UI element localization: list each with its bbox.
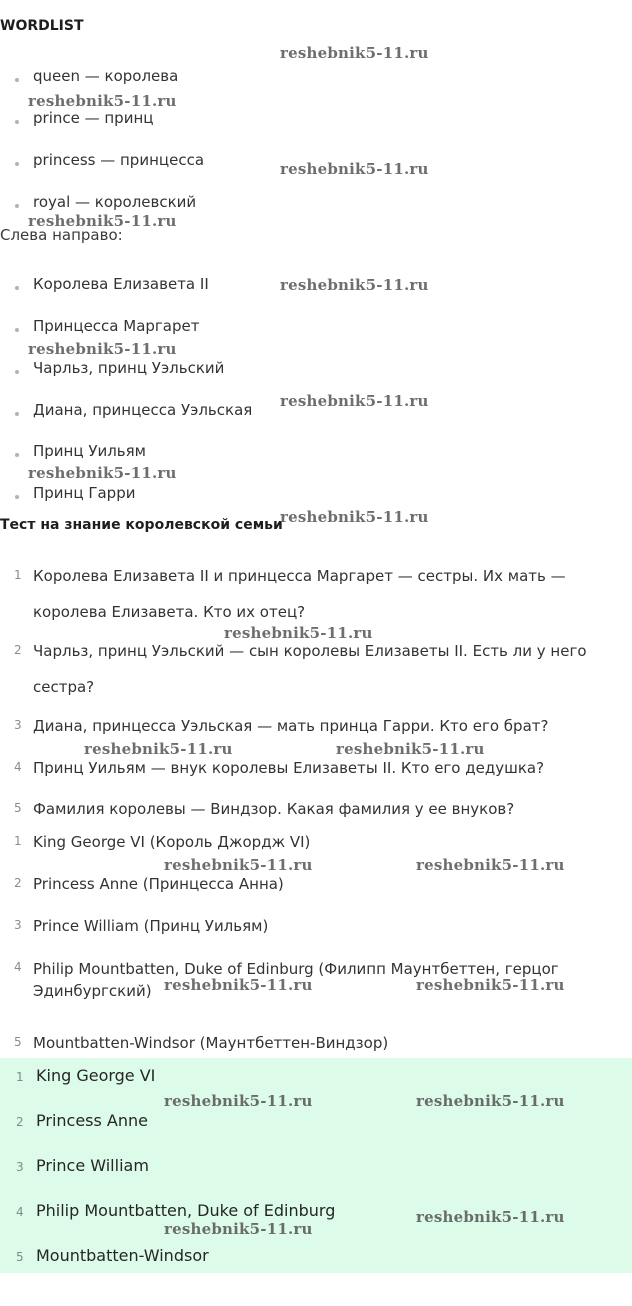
list-item [0, 109, 632, 131]
question-row [0, 558, 632, 630]
answer-row [0, 1156, 632, 1180]
answer-number: 4 [16, 1205, 24, 1219]
answer-text: Mountbatten-Windsor [36, 1246, 209, 1265]
list-item-text: princess — принцесса [33, 151, 205, 169]
question-row [0, 633, 632, 705]
watermark: reshebnik5-11.ru [280, 160, 429, 178]
answer-row [0, 1066, 632, 1090]
translation-row [0, 1033, 632, 1055]
translation-number: 5 [14, 1035, 22, 1049]
watermark: reshebnik5-11.ru [164, 856, 313, 874]
watermark: reshebnik5-11.ru [28, 340, 177, 358]
bullet-icon [15, 453, 19, 457]
question-number: 1 [14, 568, 22, 582]
question-number: 3 [14, 718, 22, 732]
watermark: reshebnik5-11.ru [280, 276, 429, 294]
answer-text: Prince William [36, 1156, 149, 1175]
translation-row [0, 874, 632, 896]
translation-number: 4 [14, 960, 22, 974]
translation-text: Prince William (Принц Уильям) [33, 917, 269, 935]
wordlist-heading: WORDLIST [0, 18, 84, 34]
question-number: 4 [14, 760, 22, 774]
list-item-text: Чарльз, принц Уэльский [33, 359, 225, 377]
answer-number: 3 [16, 1160, 24, 1174]
watermark: reshebnik5-11.ru [416, 976, 565, 994]
list-item-text: queen — королева [33, 67, 179, 85]
translation-row [0, 916, 632, 938]
answer-text: Princess Anne [36, 1111, 148, 1130]
bullet-icon [15, 286, 19, 290]
translation-row [0, 832, 632, 854]
list-item-text: Принцесса Маргарет [33, 317, 200, 335]
translation-number: 3 [14, 918, 22, 932]
list-item [0, 317, 632, 339]
question-number: 2 [14, 643, 22, 657]
watermark: reshebnik5-11.ru [28, 212, 177, 230]
watermark: reshebnik5-11.ru [28, 92, 177, 110]
quiz-heading: Тест на знание королевской семьи [0, 517, 283, 533]
watermark: reshebnik5-11.ru [28, 464, 177, 482]
watermark: reshebnik5-11.ru [280, 392, 429, 410]
list-item-text: Королева Елизавета II [33, 275, 209, 293]
list-item-text: prince — принц [33, 109, 154, 127]
answers-block [0, 1058, 632, 1273]
answer-row [0, 1246, 632, 1270]
watermark: reshebnik5-11.ru [416, 1092, 565, 1110]
question-text: Принц Уильям — внук королевы Елизаветы II. Кто его дедушка? [33, 759, 545, 777]
list-item-text: Принц Уильям [33, 442, 146, 460]
left-to-right-heading: Слева направо: [0, 226, 123, 244]
answer-number: 5 [16, 1250, 24, 1264]
question-text: Королева Елизавета II и принцесса Маргарет — сестры. Их мать — королева Елизавета. Кто их отец? [33, 567, 566, 621]
translation-text: Philip Mountbatten, Duke of Edinburg (Филипп Маунтбеттен, герцог Эдинбургский) [33, 960, 559, 1000]
bullet-icon [15, 412, 19, 416]
watermark: reshebnik5-11.ru [224, 624, 373, 642]
watermark: reshebnik5-11.ru [164, 976, 313, 994]
list-item-text: Принц Гарри [33, 484, 136, 502]
answer-text: Philip Mountbatten, Duke of Edinburg [36, 1201, 336, 1220]
watermark: reshebnik5-11.ru [164, 1092, 313, 1110]
question-text: Чарльз, принц Уэльский — сын королевы Елизаветы II. Есть ли у него сестра? [33, 642, 587, 696]
bullet-icon [15, 495, 19, 499]
list-item [0, 484, 632, 506]
answer-text: King George VI [36, 1066, 156, 1085]
translation-text: King George VI (Король Джордж VI) [33, 833, 311, 851]
question-number: 5 [14, 801, 22, 815]
translation-text: Princess Anne (Принцесса Анна) [33, 875, 284, 893]
translation-number: 2 [14, 876, 22, 890]
list-item-text: royal — королевский [33, 193, 197, 211]
question-row [0, 716, 632, 738]
list-item [0, 67, 632, 89]
watermark: reshebnik5-11.ru [84, 740, 233, 758]
translation-text: Mountbatten-Windsor (Маунтбеттен-Виндзор) [33, 1034, 389, 1052]
watermark: reshebnik5-11.ru [416, 1208, 565, 1226]
bullet-icon [15, 120, 19, 124]
bullet-icon [15, 370, 19, 374]
question-text: Фамилия королевы — Виндзор. Какая фамилия у ее внуков? [33, 800, 515, 818]
bullet-icon [15, 162, 19, 166]
answer-number: 2 [16, 1115, 24, 1129]
list-item [0, 442, 632, 464]
watermark: reshebnik5-11.ru [280, 44, 429, 62]
watermark: reshebnik5-11.ru [280, 508, 429, 526]
question-text: Диана, принцесса Уэльская — мать принца Гарри. Кто его брат? [33, 717, 549, 735]
bullet-icon [15, 204, 19, 208]
bullet-icon [15, 328, 19, 332]
question-row [0, 799, 632, 821]
translation-number: 1 [14, 834, 22, 848]
list-item [0, 359, 632, 381]
watermark: reshebnik5-11.ru [416, 856, 565, 874]
watermark: reshebnik5-11.ru [336, 740, 485, 758]
list-item-text: Диана, принцесса Уэльская [33, 401, 253, 419]
answer-number: 1 [16, 1070, 24, 1084]
answer-row [0, 1111, 632, 1135]
watermark: reshebnik5-11.ru [164, 1220, 313, 1238]
question-row [0, 758, 632, 780]
bullet-icon [15, 78, 19, 82]
